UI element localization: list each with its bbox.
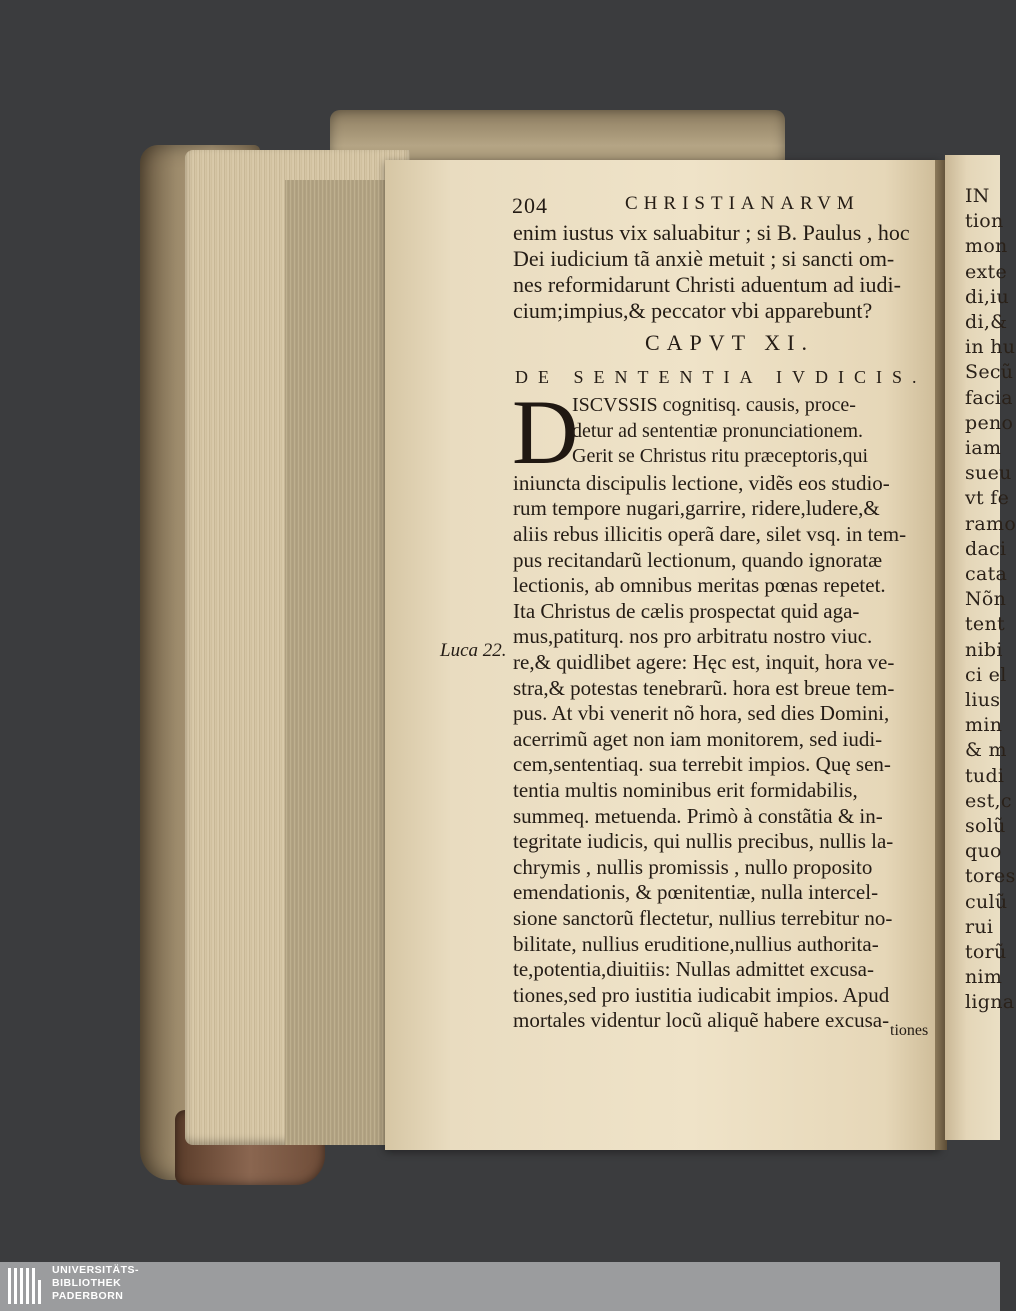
right-page-fragment: iam [965,437,1002,459]
margin-note: Luca 22. [440,640,507,661]
right-page-fragment: ci el [965,663,1007,686]
right-page-fragment: vt fe [965,487,1010,510]
right-page-fragment: tores [965,865,1016,888]
text-line: re,& quidlibet agere: Hęc est, inquit, hora ve- [513,650,895,674]
right-page-fragment: est,c [965,789,1012,812]
right-page-fragment: Secũ [965,361,1014,384]
right-page-fragment: peno [965,411,1014,434]
right-page-fragment: torũ [965,941,1007,963]
right-page-fragment: quo [965,840,1002,863]
right-page-fragment: in hu [965,336,1016,359]
library-name-line1: UNIVERSITÄTS- [52,1264,140,1276]
text-line: aliis rebus illicitis operã dare, silet vsq. in tem- [513,522,907,546]
text-line: bilitate, nullius eruditione,nullius authorita- [513,931,879,956]
page-number: 204 [512,193,548,218]
right-page-fragment: rui [965,915,994,938]
right-page-fragment: tion [965,210,1004,233]
right-page-fragment: exte [965,260,1008,283]
text-line: cem,sententiaq. sua terrebit impios. Quę sen- [513,752,891,777]
text-line: chrymis , nullis promissis , nullo proposito [513,854,873,879]
text-line: mus,patiturq. nos pro arbitratu nostro viuc. [513,624,873,649]
right-page-fragment: ligna [965,991,1015,1014]
right-page-fragment: mon [965,235,1008,258]
right-page-fragment: ramo [965,512,1016,535]
text-line: te,potentia,diuitiis: Nullas admittet excusa- [513,957,874,982]
text-line: mortales videntur locũ aliquẽ habere excusa- [513,1008,890,1033]
chapter-heading: CAPVT XI. [645,330,814,355]
right-page-fragment: cata [965,563,1008,585]
text-line: cium;impius,& peccator vbi apparebunt? [513,298,873,323]
right-page-fragment: culũ [965,890,1008,913]
right-page-fragment: di,iu [965,285,1010,308]
running-head: CHRISTIANARVM [625,193,860,214]
right-page-fragment: lius [965,689,1001,711]
right-page-fragment: min [965,714,1003,737]
text-line: tegritate iudicis, qui nullis precibus, nullis la- [513,829,894,854]
text-line: nes reformidarunt Christi aduentum ad iudi- [513,272,901,297]
text-line: emendationis, & pœnitentiæ, nulla intercel- [513,880,879,905]
right-page [945,155,1016,1140]
right-page-fragment: facia [965,386,1013,409]
text-line: detur ad sententiæ pronunciationem. [572,419,864,442]
footer-bar [0,1262,1000,1311]
text-line: enim iustus vix saluabitur ; si B. Paulus , hoc [513,220,910,245]
right-page-fragment: IN [965,185,990,207]
text-line: stra,& potestas tenebrarũ. hora est breue tem- [513,675,895,700]
text-line: sione sanctorũ flectetur, nullius terrebitur no- [513,906,893,930]
library-name-line2: BIBLIOTHEK [52,1277,122,1289]
text-line: iniuncta discipulis lectione, vidẽs eos studio- [513,470,890,495]
text-line: ISCVSSIS cognitisq. causis, proce- [572,394,856,416]
text-line: pus. At vbi venerit nõ hora, sed dies Domini, [513,701,890,726]
right-page-fragment: tudi [965,764,1005,787]
right-page-fragment: sueu [965,462,1012,485]
right-page-fragment: tent [965,613,1005,636]
text-line: pus recitandarũ lectionum, quando ignoratæ [513,547,883,572]
text-line: tiones,sed pro iustitia iudicabit impios. Apud [513,982,890,1007]
drop-capital: D [512,381,579,483]
library-name [52,1264,139,1303]
library-name-line3: PADERBORN [52,1290,124,1302]
right-page-fragment: solũ [965,815,1006,837]
right-page-fragment: Nõn [965,588,1007,611]
right-page-fragment: nim [965,966,1003,989]
library-logo-icon [8,1268,46,1304]
catchword: tiones [890,1022,929,1039]
text-line: tentia multis nominibus erit formidabilis, [513,778,858,802]
section-heading: DE SENTENTIA IVDICIS. [515,367,927,387]
text-line: lectionis, ab omnibus meritas pœnas repetet. [513,573,886,598]
right-page-fragment: & m [965,739,1007,762]
right-page-fragment: di,& [965,311,1008,333]
text-line: summeq. metuenda. Primò à constãtia & in- [513,803,883,828]
right-page-fragment: daci [965,537,1007,560]
text-line: Dei iudicium tã anxiè metuit ; si sancti om- [513,246,895,271]
text-line: Gerit se Christus ritu præceptoris,qui [572,445,869,468]
text-line: acerrimũ aget non iam monitorem, sed iudi- [513,726,883,751]
text-line: Ita Christus de cælis prospectat quid aga- [513,598,860,623]
text-line: rum tempore nugari,garrire, ridere,ludere,& [513,496,880,521]
right-page-fragment: nibi [965,638,1003,661]
